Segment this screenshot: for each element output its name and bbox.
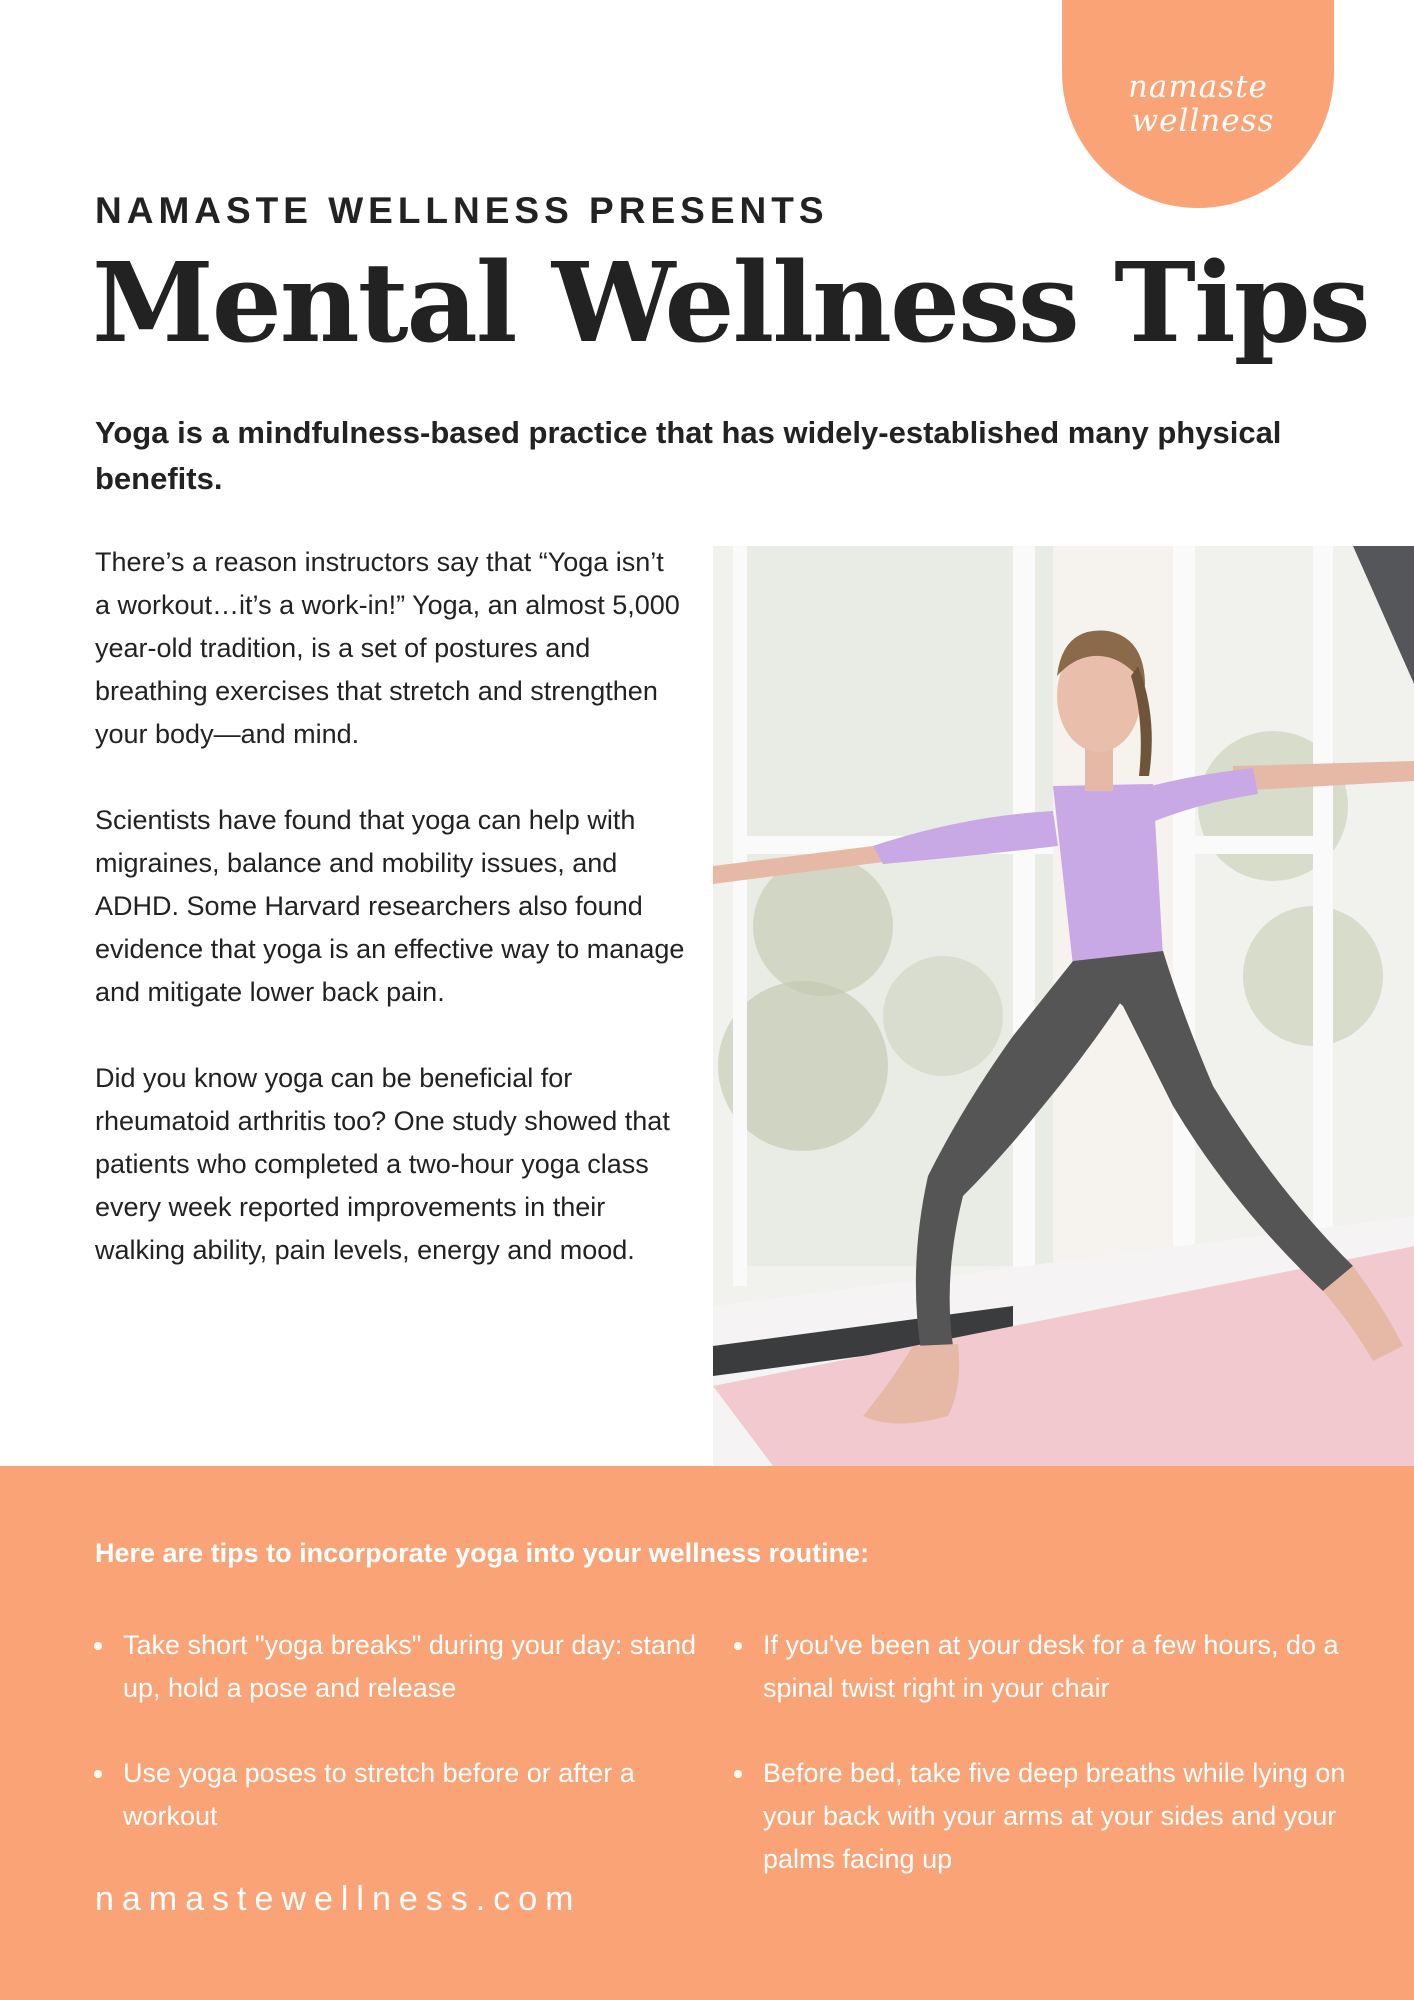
bullet-dot-icon (94, 1770, 102, 1778)
tip-item-1 (94, 1624, 724, 1710)
tips-heading: Here are tips to incorporate yoga into your wellness routine: (95, 1538, 870, 1568)
body-paragraph-1: There’s a reason instructors say that “Yoga isn’t a workout…it’s a work-in!” Yoga, an almost 5,000 year-old tradition, is a set of postures and breathing exercises that stretch and strengthen your body—and mind. (95, 547, 680, 749)
bullet-dot-icon (94, 1642, 102, 1650)
tip-item-2 (734, 1624, 1364, 1710)
bullet-dot-icon (734, 1642, 742, 1650)
page-title: Mental Wellness Tips (92, 238, 1369, 367)
lead-paragraph: Yoga is a mindfulness-based practice that has widely-established many physical benefits. (95, 415, 1282, 496)
tip-item-2-text: If you've been at your desk for a few hours, do a spinal twist right in your chair (763, 1630, 1339, 1703)
bullet-dot-icon (734, 1770, 742, 1778)
website-url[interactable]: namastewellness.com (95, 1880, 582, 1918)
tip-item-4-text: Before bed, take five deep breaths while lying on your back with your arms at your sides and your palms facing up (763, 1758, 1346, 1874)
tip-item-1-text: Take short "yoga breaks" during your day: stand up, hold a pose and release (123, 1630, 696, 1703)
yoga-photo (713, 546, 1414, 1466)
tip-item-3-text: Use yoga poses to stretch before or after a workout (123, 1758, 635, 1831)
body-paragraph-2: Scientists have found that yoga can help with migraines, balance and mobility issues, and ADHD. Some Harvard researchers also found evidence that yoga is an effective way to manage and mitigate lower back pain. (95, 805, 685, 1007)
body-paragraph-3: Did you know yoga can be beneficial for rheumatoid arthritis too? One study showed that patients who completed a two-hour yoga class every week reported improvements in their walking ability, pain levels, energy and mood. (95, 1063, 670, 1265)
brand-logo-badge (1062, 0, 1334, 208)
logo-text-line1: namaste (1127, 69, 1269, 105)
tip-item-4 (734, 1752, 1374, 1881)
body-column (95, 541, 685, 1315)
logo-text-line2: wellness (1131, 103, 1275, 139)
yoga-pose-illustration (713, 546, 1414, 1466)
eyebrow-heading: NAMASTE WELLNESS PRESENTS (95, 190, 829, 231)
tip-item-3 (94, 1752, 724, 1838)
